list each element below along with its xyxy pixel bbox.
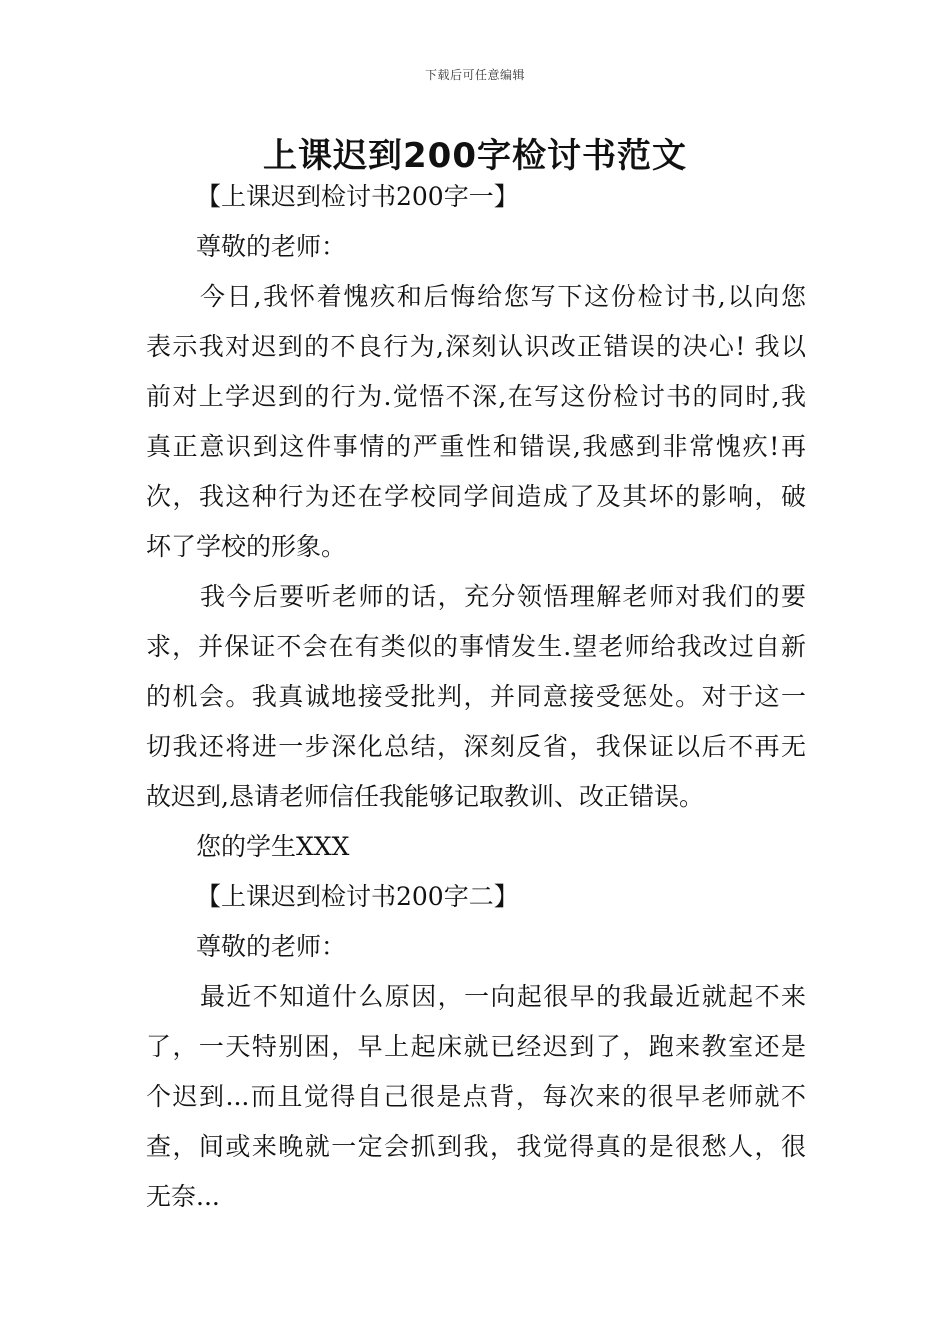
- paragraph-line: 表示我对迟到的不良行为,深刻认识改正错误的决心! 我以: [146, 332, 806, 361]
- paragraph-line: 前对上学迟到的行为.觉悟不深,在写这份检讨书的同时,我: [146, 382, 806, 411]
- signature: 您的学生XXX: [196, 832, 350, 861]
- document-title: 上课迟到200字检讨书范文: [263, 136, 687, 176]
- salutation-2: 尊敬的老师：: [196, 932, 347, 961]
- paragraph-line: 切我还将进一步深化总结，深刻反省，我保证以后不再无: [146, 732, 806, 761]
- section-heading-2: 【上课迟到检讨书200字二】: [196, 882, 519, 911]
- paragraph-line: 真正意识到这件事情的严重性和错误,我感到非常愧疚!再: [146, 432, 806, 461]
- paragraph-line: 故迟到,恳请老师信任我能够记取教训、改正错误。: [146, 782, 704, 811]
- header-note: 下载后可任意编辑: [424, 68, 525, 82]
- paragraph-line: 查，间或来晚就一定会抓到我，我觉得真的是很愁人，很: [146, 1132, 806, 1161]
- paragraph-line: 坏了学校的形象。: [146, 532, 347, 561]
- paragraph-line: 最近不知道什么原因，一向起很早的我最近就起不来: [200, 982, 806, 1011]
- paragraph-line: 个迟到...而且觉得自己很是点背，每次来的很早老师就不: [146, 1082, 806, 1111]
- paragraph-line: 的机会。我真诚地接受批判，并同意接受惩处。对于这一: [146, 682, 806, 711]
- document-body: [146, 172, 806, 1222]
- paragraph-line: 今日,我怀着愧疚和后悔给您写下这份检讨书,以向您: [200, 282, 806, 311]
- section-heading-1: 【上课迟到检讨书200字一】: [196, 182, 519, 211]
- salutation-1: 尊敬的老师：: [196, 232, 347, 261]
- paragraph-line: 我今后要听老师的话，充分领悟理解老师对我们的要: [200, 582, 806, 611]
- paragraph-line: 无奈...: [146, 1182, 220, 1211]
- paragraph-line: 次，我这种行为还在学校同学间造成了及其坏的影响，破: [146, 482, 806, 511]
- paragraph-line: 了，一天特别困，早上起床就已经迟到了，跑来教室还是: [146, 1032, 806, 1061]
- paragraph-line: 求，并保证不会在有类似的事情发生.望老师给我改过自新: [146, 632, 806, 661]
